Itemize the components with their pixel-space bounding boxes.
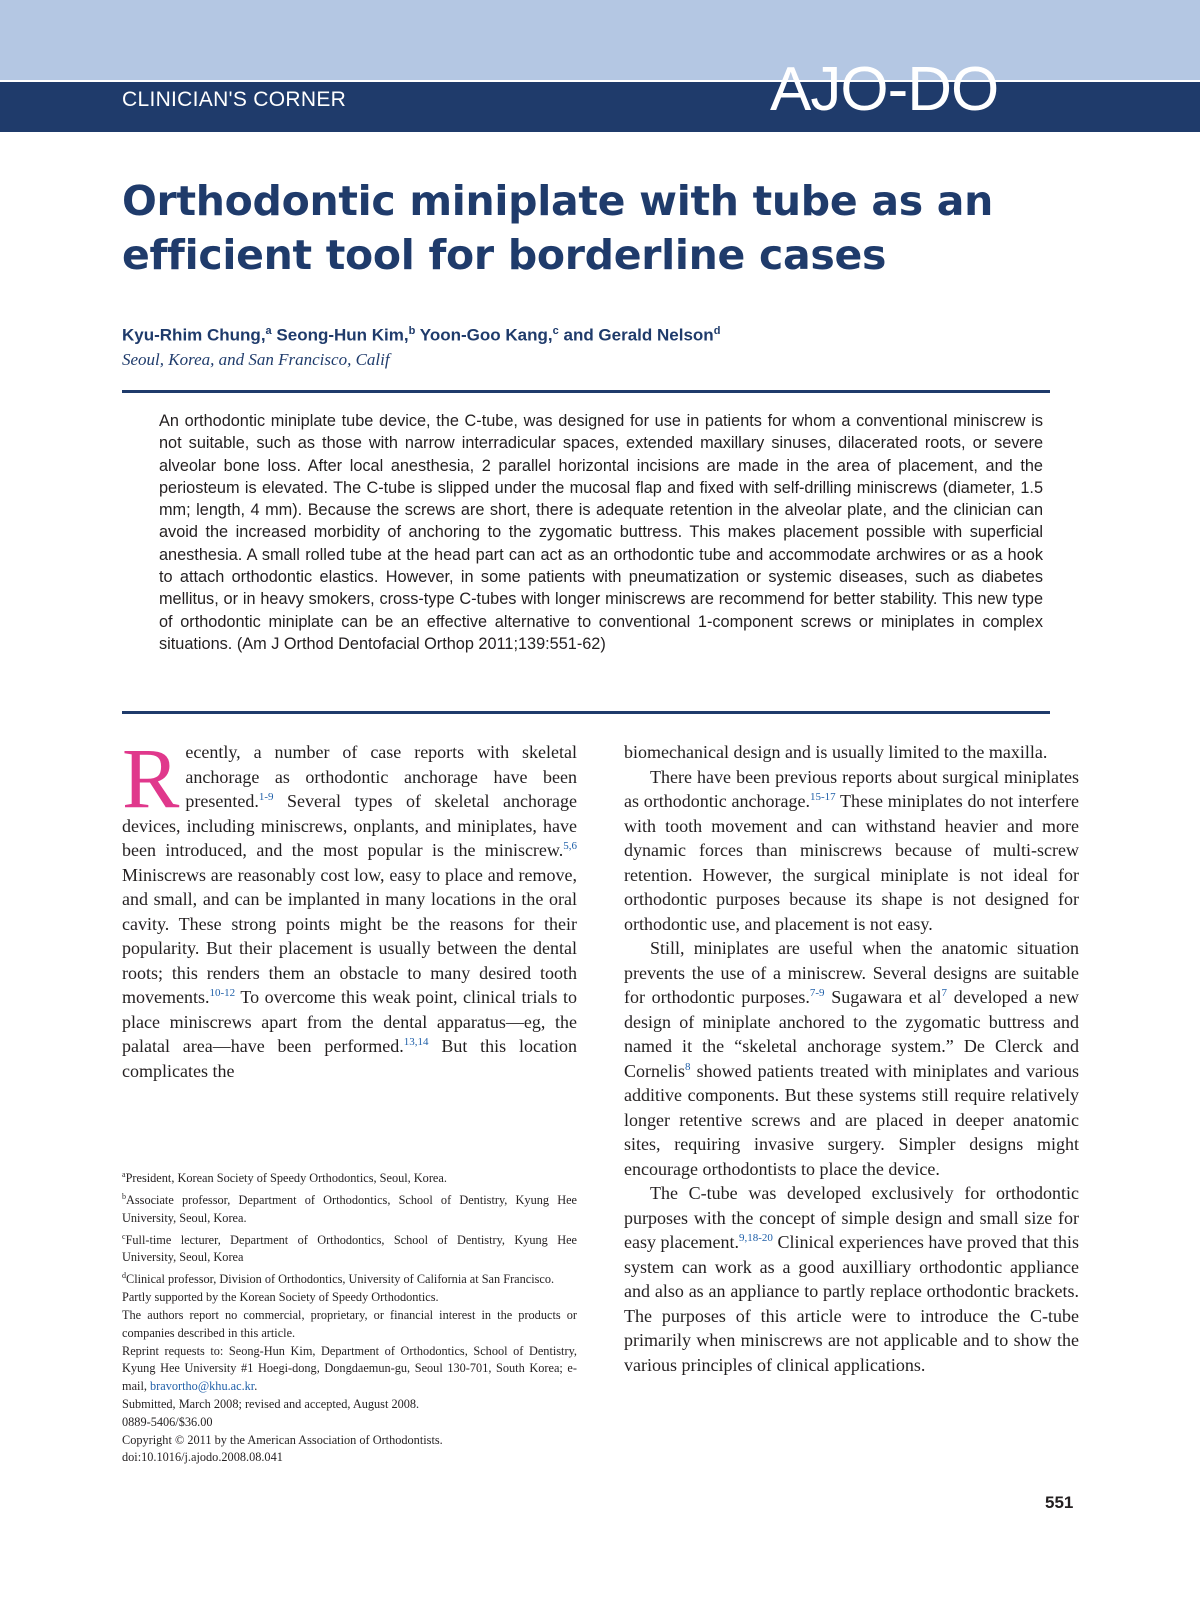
author-name: Yoon-Goo Kang, xyxy=(419,325,553,345)
author-name: Seong-Hun Kim, xyxy=(276,325,409,345)
footnote-affiliation: $^c$Full-time lecturer, Department of Orthodontics, School of Dentistry, Kyung Hee University, Seoul, Korea xyxy=(122,1231,577,1265)
drop-cap: R xyxy=(122,730,180,826)
author-affil-mark: b xyxy=(408,325,416,337)
author-affil-mark: d xyxy=(713,325,721,337)
author-affil-mark: c xyxy=(552,325,559,337)
citation-link[interactable]: 10-12 xyxy=(209,987,236,999)
body-paragraph: Still, miniplates are useful when the anatomic situation prevents the use of a miniscrew. Several designs are suitable for orthodontic purposes.$^{7-9}$ Sugawara et $al^7$ developed a new design of miniplate anchored to the zygomatic buttress and named it the “skeletal anchorage system.” De Clerck and Cornelis$^8$ showed patients treated with miniplates and various additive components. But these systems still require relatively longer retentive screws and are placed in deeper anatomic sites, requiring invasive surgery. Simpler designs might encourage orthodontists to place the device. xyxy=(624,938,1080,1179)
citation-link[interactable]: 13,14 xyxy=(403,1036,429,1048)
abstract: An orthodontic miniplate tube device, the C-tube, was designed for use in patients for whom a conventional miniscrew is not suitable, such as those with narrow interradicular spaces, extended maxillary sinuses, dilacerated roots, or severe alveolar bone loss. After local anesthesia, 2 parallel horizontal incisions are made in the area of placement, and the periosteum is elevated. The C-tube is slipped under the mucosal flap and fixed with self-drilling miniscrews (diameter, 1.5 mm; length, 4 mm). Because the screws are short, there is adequate retention in the alveolar plate, and the clinician can avoid the increased morbidity of anchoring to the zygomatic buttress. This makes placement possible with superficial anesthesia. A small rolled tube at the head part can act as an orthodontic tube and accommodate archwires or as a hook to attach orthodontic elastics. However, in some patients with pneumatization or systemic diseases, such as diabetes mellitus, or in heavy smokers, cross-type C-tubes with longer miniscrews are recommend for better stability. This new type of orthodontic miniplate can be an effective alternative to conventional 1-component screws or miniplates in complex situations. (Am J Orthod Dentofacial Orthop 2011;139:551-62) xyxy=(159,412,1043,653)
citation-link[interactable]: 8 xyxy=(685,1060,691,1073)
footnote-support: Partly supported by the Korean Society of Speedy Orthodontics. xyxy=(122,1290,439,1305)
section-label: CLINICIAN'S CORNER xyxy=(122,88,347,111)
citation-link[interactable]: 7 xyxy=(941,987,948,999)
footnote-affiliation: $^d$Clinical professor, Division of Orthodontics, University of California at San Francisco. xyxy=(122,1271,555,1287)
body-column-left xyxy=(122,730,577,1083)
body-paragraph: Recently, a number of case reports with skeletal anchorage as orthodontic anchorage have been presented.$^{1-9}$ Several types of skeletal anchorage devices, including miniscrews, onplants, and miniplates, have been introduced, and the most popular is the miniscrew.$^{5,6}$ Miniscrews are reasonably cost low, easy to place and remove, and small, and can be implanted in many locations in the oral cavity. These strong points might be the reasons for their popularity. But their placement is usually between the dental roots; this renders them an obstacle to many desired tooth movements.$^{10-12}$ To overcome this weak point, clinical trials to place miniscrews apart from the dental apparatus—eg, the palatal area—have been performed.$^{13,14}$ But this location complicates the xyxy=(122,730,577,1081)
author-list xyxy=(122,325,720,346)
footnote-affiliation: $^b$Associate professor, Department of Orthodontics, School of Dentistry, Kyung Hee University, Seoul, Korea. xyxy=(122,1191,577,1225)
footnote-disclosure: The authors report no commercial, proprietary, or financial interest in the products or companies described in this article. xyxy=(122,1307,577,1340)
body-column-right xyxy=(624,740,1079,1377)
journal-logo: AJO-DO xyxy=(770,55,999,124)
article-title: Orthodontic miniplate with tube as an efficient tool for borderline cases xyxy=(122,177,994,279)
abstract-top-rule xyxy=(122,390,1050,393)
author-name: and Gerald Nelson xyxy=(563,325,714,345)
author-affil-mark: a xyxy=(265,325,272,337)
footnote-doi: doi:10.1016/j.ajodo.2008.08.041 xyxy=(122,1450,283,1465)
footnotes xyxy=(122,1166,577,1467)
footnote-submitted: Submitted, March 2008; revised and accepted, August 2008. xyxy=(122,1396,420,1411)
page-number: 551 xyxy=(1045,1493,1074,1512)
footnote-price: 0889-5406/$36.00 xyxy=(122,1414,213,1429)
body-paragraph: The C-tube was developed exclusively for orthodontic purposes with the concept of simple design and small size for easy placement.$^{9,18-20}$ Clinical experiences have proved that this system can work as a good auxilliary orthodontic appliance and also as an appliance to partly replace orthodontic brackets. The purposes of this article were to introduce the C-tube primarily when miniscrews are not applicable and to show the various principles of clinical applications. xyxy=(624,1183,1079,1375)
author-location: Seoul, Korea, and San Francisco, Calif xyxy=(122,350,390,369)
email-link[interactable]: bravortho@khu.ac.kr xyxy=(150,1379,255,1394)
citation-link[interactable]: 15-17 xyxy=(809,791,836,803)
footnote-copyright: Copyright © 2011 by the American Association of Orthodontists. xyxy=(122,1432,443,1447)
body-paragraph: There have been previous reports about surgical miniplates as orthodontic anchorage.$^{15-17}$ These miniplates do not interfere with tooth movement and can withstand heavier and more dynamic forces than miniscrews because of multi-screw retention. However, the surgical miniplate is not ideal for orthodontic purposes because its shape is not designed for orthodontic use, and placement is not easy. xyxy=(624,766,1079,934)
abstract-bottom-rule xyxy=(122,711,1050,714)
author-name: Kyu-Rhim Chung, xyxy=(122,325,266,345)
footnote-reprint: Reprint requests to: Seong-Hun Kim, Department of Orthodontics, School of Dentistry, Kyung Hee University #1 Hoegi-dong, Dongdaemun-gu, Seoul 130-701, South Korea; e-mail, bravortho@khu.ac.kr. xyxy=(122,1343,577,1394)
footnote-affiliation: $^a$President, Korean Society of Speedy Orthodontics, Seoul, Korea. xyxy=(122,1170,447,1186)
citation-link[interactable]: 5,6 xyxy=(563,840,577,852)
body-paragraph: biomechanical design and is usually limited to the maxilla. xyxy=(624,742,1048,762)
citation-link[interactable]: 9,18-20 xyxy=(738,1232,773,1244)
header-top-band xyxy=(0,0,1200,80)
citation-link[interactable]: 1-9 xyxy=(258,791,274,803)
citation-link[interactable]: 7-9 xyxy=(809,987,825,999)
